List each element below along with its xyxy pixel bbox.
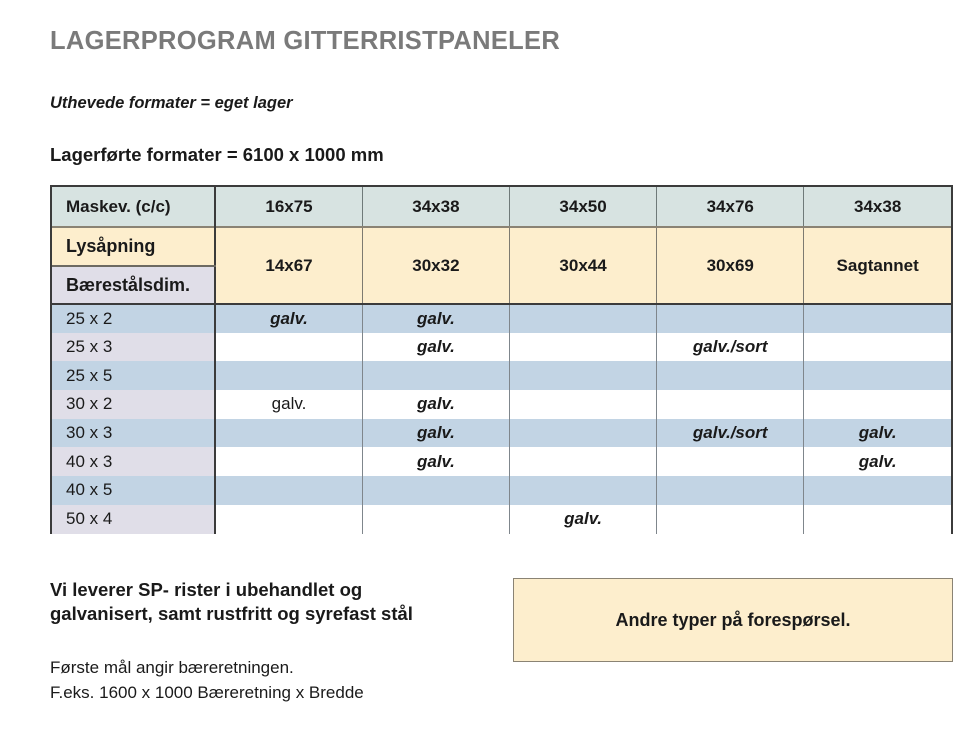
footer-measurement-note — [50, 656, 490, 705]
header-label-maskev: Maskev. (c/c) — [52, 187, 215, 227]
table-cell-treatment — [657, 505, 804, 534]
table-cell-treatment: galv./sort — [657, 333, 804, 362]
table-cell-treatment — [657, 304, 804, 333]
table-cell-treatment: galv. — [362, 333, 509, 362]
subtitle-highlight-note: Uthevede formater = eget lager — [50, 94, 293, 112]
header-maskev-value: 34x76 — [657, 187, 804, 227]
header-label-barestalsdim: Bærestålsdim. — [52, 266, 215, 304]
table-cell-treatment — [215, 505, 362, 534]
table-cell-treatment — [804, 390, 951, 419]
row-label-barestal-dimension: 25 x 5 — [52, 361, 215, 390]
table-cell-treatment: galv. — [804, 419, 951, 448]
product-table-container — [50, 185, 953, 534]
table-cell-treatment — [657, 361, 804, 390]
header-lysapning-value: 14x67 — [215, 227, 362, 304]
table-cell-treatment — [804, 476, 951, 505]
header-lysapning-value: 30x32 — [362, 227, 509, 304]
footer-delivery-line-1: Vi leverer SP- rister i ubehandlet og — [50, 579, 363, 600]
table-cell-treatment — [215, 361, 362, 390]
row-label-barestal-dimension: 40 x 5 — [52, 476, 215, 505]
footer-delivery-line-2: galvanisert, samt rustfritt og syrefast stål — [50, 603, 413, 625]
table-cell-treatment — [804, 361, 951, 390]
table-cell-treatment: galv. — [362, 419, 509, 448]
header-maskev-value: 34x50 — [509, 187, 656, 227]
table-cell-treatment — [657, 476, 804, 505]
table-cell-treatment: galv. — [362, 304, 509, 333]
table-cell-treatment — [509, 419, 656, 448]
header-lysapning-value: 30x44 — [509, 227, 656, 304]
page-title: LAGERPROGRAM GITTERRISTPANELER — [50, 27, 561, 55]
table-row — [52, 505, 951, 534]
header-maskev-value: 16x75 — [215, 187, 362, 227]
header-label-lysapning: Lysåpning — [52, 227, 215, 266]
table-cell-treatment: galv. — [509, 505, 656, 534]
row-label-barestal-dimension: 25 x 3 — [52, 333, 215, 362]
table-cell-treatment — [509, 304, 656, 333]
table-row — [52, 333, 951, 362]
table-cell-treatment: galv. — [362, 447, 509, 476]
table-cell-treatment — [657, 390, 804, 419]
table-cell-treatment — [215, 419, 362, 448]
table-row — [52, 361, 951, 390]
table-cell-treatment: galv. — [804, 447, 951, 476]
table-cell-treatment — [509, 361, 656, 390]
table-header-lysapning-row — [52, 227, 951, 266]
table-cell-treatment: galv. — [215, 304, 362, 333]
footer-measurement-line-1: Første mål angir bæreretningen. — [50, 658, 294, 677]
table-row — [52, 304, 951, 333]
table-cell-treatment — [657, 447, 804, 476]
footer-measurement-line-2: F.eks. 1600 x 1000 Bæreretning x Bredde — [50, 682, 364, 702]
header-maskev-value: 34x38 — [854, 196, 902, 216]
row-label-barestal-dimension: 40 x 3 — [52, 447, 215, 476]
table-cell-treatment — [362, 505, 509, 534]
table-cell-treatment — [362, 361, 509, 390]
inquiry-note-text: Andre typer på forespørsel. — [615, 609, 851, 630]
table-header-maskev-row — [52, 187, 951, 227]
table-cell-treatment: galv. — [362, 390, 509, 419]
table-cell-treatment — [362, 476, 509, 505]
table-row — [52, 390, 951, 419]
header-lysapning-value: Sagtannet — [804, 227, 951, 304]
table-cell-treatment: galv. — [215, 390, 362, 419]
footer-delivery-note — [50, 578, 490, 627]
table-cell-treatment — [215, 447, 362, 476]
table-cell-treatment — [509, 333, 656, 362]
table-cell-treatment — [804, 505, 951, 534]
table-cell-treatment — [804, 333, 951, 362]
table-cell-treatment: galv./sort — [657, 419, 804, 448]
table-row — [52, 447, 951, 476]
table-cell-treatment — [804, 304, 951, 333]
row-label-barestal-dimension: 30 x 2 — [52, 390, 215, 419]
row-label-barestal-dimension: 50 x 4 — [52, 505, 215, 534]
inquiry-note-box — [513, 578, 953, 662]
table-row — [52, 419, 951, 448]
product-table — [52, 187, 951, 534]
table-row — [52, 476, 951, 505]
table-cell-treatment — [509, 390, 656, 419]
subtitle-stock-formats: Lagerførte formater = 6100 x 1000 mm — [50, 144, 384, 165]
header-maskev-value: 34x38 — [362, 187, 509, 227]
row-label-barestal-dimension: 30 x 3 — [52, 419, 215, 448]
header-lysapning-value: 30x69 — [657, 227, 804, 304]
row-label-barestal-dimension: 25 x 2 — [52, 304, 215, 333]
table-cell-treatment — [215, 333, 362, 362]
table-cell-treatment — [509, 476, 656, 505]
table-cell-treatment — [509, 447, 656, 476]
table-cell-treatment — [215, 476, 362, 505]
